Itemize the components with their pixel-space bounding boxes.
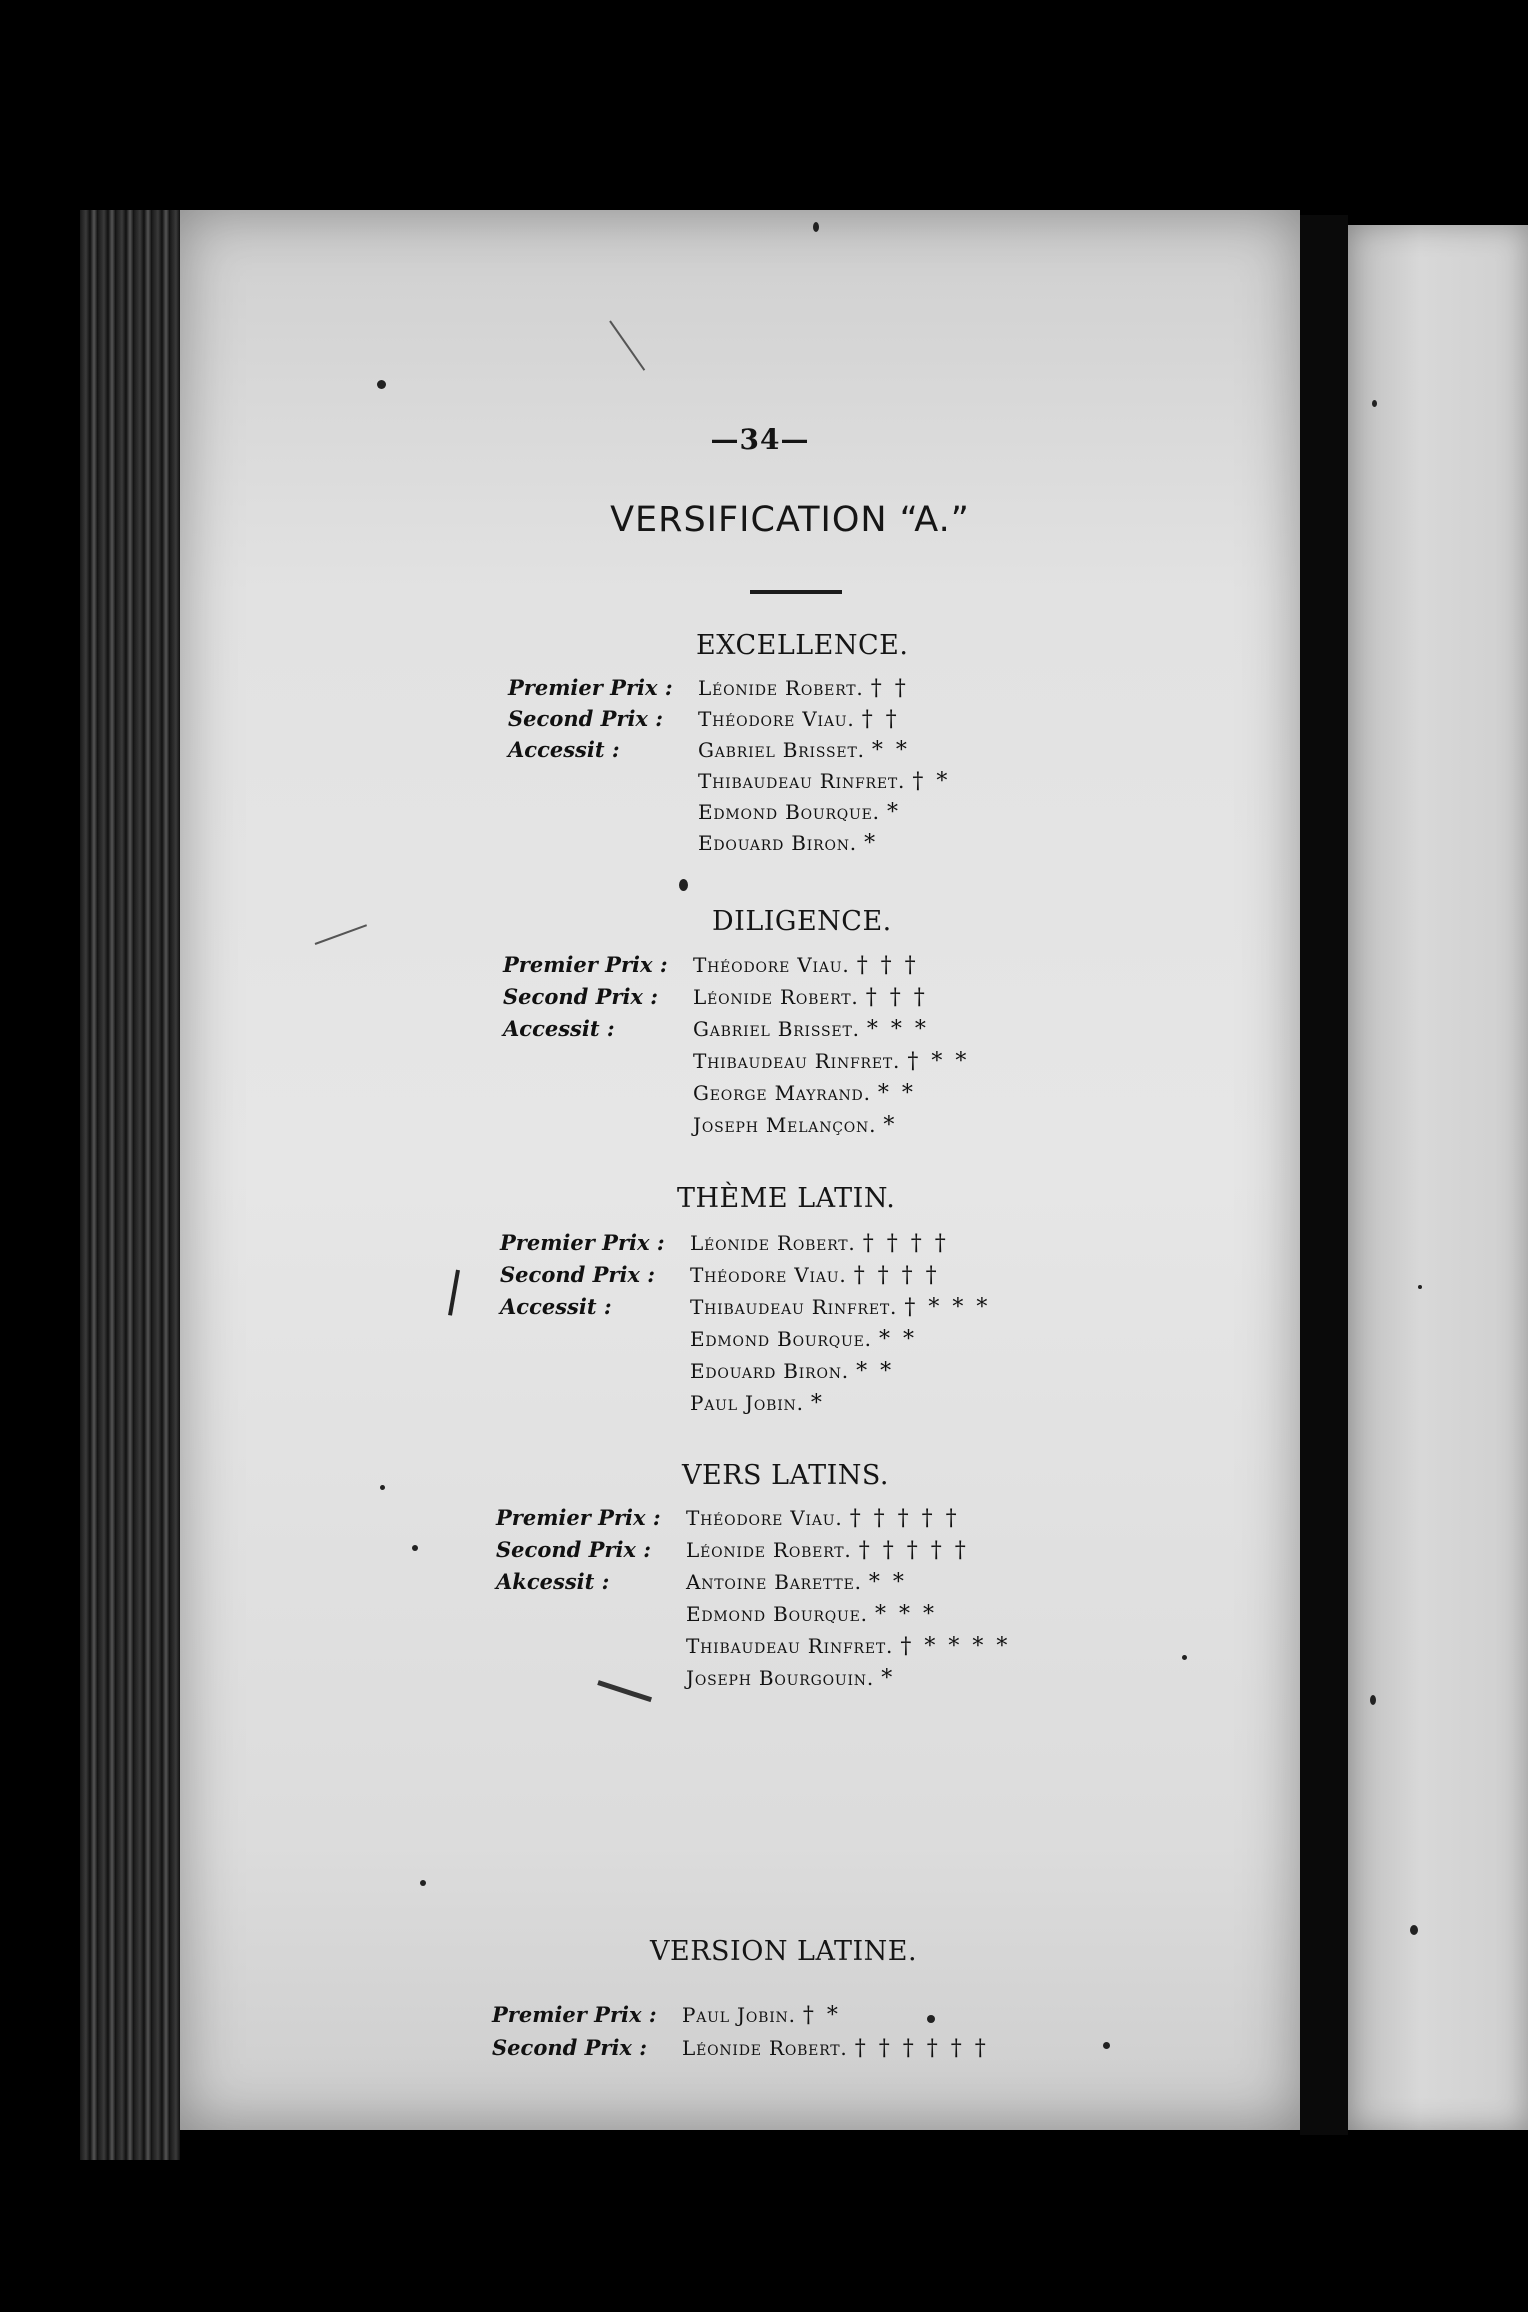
winner-name-text: Gabriel Brisset. (698, 738, 865, 762)
merit-marks: * * (871, 738, 910, 763)
winner-name-text: Thibaudeau Rinfret. (690, 1295, 898, 1319)
winner-name (690, 1260, 940, 1291)
prize-label: Accessit : (503, 1016, 615, 1041)
ink-speck (813, 222, 819, 232)
merit-marks: † † (870, 676, 909, 701)
winner-name (693, 982, 928, 1013)
winner-name-text: Léonide Robert. (686, 1538, 852, 1562)
merit-marks: * * * (875, 1602, 938, 1627)
prize-label: Second Prix : (508, 706, 663, 731)
winner-name-text: Joseph Melançon. (693, 1113, 877, 1137)
winner-name-text: Léonide Robert. (682, 2036, 848, 2060)
winner-name (693, 950, 919, 981)
winner-name (690, 1356, 894, 1387)
winner-name-text: Gabriel Brisset. (693, 1017, 860, 1041)
winner-name-text: Paul Jobin. (682, 2003, 796, 2027)
winner-name (690, 1388, 825, 1419)
scanned-page (180, 210, 1300, 2130)
title-rule (750, 590, 842, 594)
page-title: VERSIFICATION “A.” (610, 500, 970, 540)
book-edge (80, 210, 180, 2160)
winner-name (690, 1292, 990, 1323)
merit-marks: † † † † † (858, 1538, 969, 1563)
merit-marks: * (881, 1666, 896, 1691)
winner-name (693, 1046, 969, 1077)
merit-marks: † * * * (904, 1295, 991, 1320)
winner-name-text: Edmond Bourque. (698, 800, 880, 824)
section-heading-vers-latins: VERS LATINS. (682, 1460, 889, 1491)
merit-marks: * * * (866, 1017, 929, 1042)
merit-marks: † † (861, 707, 900, 732)
winner-name-text: Thibaudeau Rinfret. (693, 1049, 901, 1073)
merit-marks: † † † † (862, 1231, 949, 1256)
prize-label: Akcessit : (496, 1569, 610, 1594)
paper-scratch (315, 924, 367, 945)
winner-name (690, 1324, 917, 1355)
section-heading-diligence: DILIGENCE. (712, 906, 892, 937)
winner-name (693, 1078, 916, 1109)
winner-name-text: Théodore Viau. (693, 953, 850, 977)
merit-marks: † † † † † † (854, 2036, 989, 2061)
prize-label: Second Prix : (503, 984, 658, 1009)
ink-speck (1418, 1285, 1422, 1289)
ink-speck (679, 879, 688, 891)
winner-name (682, 2033, 989, 2064)
section-heading-theme-latin: THÈME LATIN. (677, 1183, 896, 1214)
winner-name (686, 1567, 907, 1598)
merit-marks: * (883, 1113, 898, 1138)
prize-label: Premier Prix : (496, 1505, 661, 1530)
winner-name-text: Léonide Robert. (698, 676, 864, 700)
merit-marks: † † † † † (849, 1506, 960, 1531)
winner-name (686, 1631, 1010, 1662)
merit-marks: † * * * * (900, 1634, 1011, 1659)
prize-label: Second Prix : (496, 1537, 651, 1562)
ink-speck (1370, 1695, 1376, 1705)
ink-speck (927, 2015, 935, 2023)
facing-page-edge (1348, 225, 1528, 2130)
winner-name-text: Edouard Biron. (690, 1359, 849, 1383)
merit-marks: † * (802, 2003, 841, 2028)
merit-marks: † † † (865, 985, 928, 1010)
merit-marks: * (810, 1391, 825, 1416)
winner-name (686, 1663, 895, 1694)
section-heading-version-latine: VERSION LATINE. (650, 1936, 918, 1967)
winner-name-text: George Mayrand. (693, 1081, 871, 1105)
ink-speck (1372, 400, 1377, 407)
winner-name-text: Antoine Barette. (686, 1570, 862, 1594)
winner-name-text: Thibaudeau Rinfret. (686, 1634, 894, 1658)
merit-marks: † * (912, 769, 951, 794)
prize-label: Premier Prix : (492, 2002, 657, 2027)
winner-name (698, 704, 900, 735)
merit-marks: * * (879, 1327, 918, 1352)
winner-name (698, 766, 950, 797)
winner-name (686, 1503, 960, 1534)
winner-name (686, 1535, 969, 1566)
winner-name (693, 1014, 929, 1045)
prize-label: Premier Prix : (500, 1230, 665, 1255)
section-heading-excellence: EXCELLENCE. (696, 630, 909, 661)
prize-label: Premier Prix : (503, 952, 668, 977)
prize-label: Accessit : (500, 1294, 612, 1319)
ink-speck (1410, 1925, 1418, 1935)
merit-marks: † * * (907, 1049, 970, 1074)
prize-label: Premier Prix : (508, 675, 673, 700)
page-number: —34— (710, 423, 810, 456)
winner-name (698, 673, 909, 704)
winner-name (698, 735, 910, 766)
ink-speck (380, 1485, 385, 1490)
pencil-mark (448, 1270, 460, 1316)
merit-marks: * (887, 800, 902, 825)
winner-name (686, 1599, 937, 1630)
ink-speck (1182, 1655, 1187, 1660)
winner-name-text: Théodore Viau. (690, 1263, 847, 1287)
winner-name-text: Edmond Bourque. (686, 1602, 868, 1626)
winner-name (698, 797, 901, 828)
winner-name (682, 2000, 841, 2031)
ink-speck (1103, 2042, 1110, 2049)
merit-marks: * (864, 831, 879, 856)
winner-name-text: Paul Jobin. (690, 1391, 804, 1415)
winner-name-text: Thibaudeau Rinfret. (698, 769, 906, 793)
winner-name-text: Joseph Bourgouin. (686, 1666, 875, 1690)
merit-marks: * * (856, 1359, 895, 1384)
winner-name (693, 1110, 897, 1141)
prize-label: Second Prix : (492, 2035, 647, 2060)
pencil-mark (597, 1680, 652, 1702)
merit-marks: † † † (856, 953, 919, 978)
winner-name-text: Léonide Robert. (693, 985, 859, 1009)
book-gutter (1300, 215, 1348, 2135)
winner-name-text: Edouard Biron. (698, 831, 857, 855)
merit-marks: * * (877, 1081, 916, 1106)
prize-label: Second Prix : (500, 1262, 655, 1287)
winner-name-text: Théodore Viau. (698, 707, 855, 731)
paper-scratch (609, 320, 645, 370)
ink-speck (412, 1545, 418, 1551)
winner-name (698, 828, 878, 859)
winner-name-text: Théodore Viau. (686, 1506, 843, 1530)
winner-name (690, 1228, 949, 1259)
winner-name-text: Léonide Robert. (690, 1231, 856, 1255)
ink-speck (420, 1880, 426, 1886)
merit-marks: † † † † (853, 1263, 940, 1288)
prize-label: Accessit : (508, 737, 620, 762)
winner-name-text: Edmond Bourque. (690, 1327, 872, 1351)
ink-speck (377, 380, 386, 389)
merit-marks: * * (868, 1570, 907, 1595)
